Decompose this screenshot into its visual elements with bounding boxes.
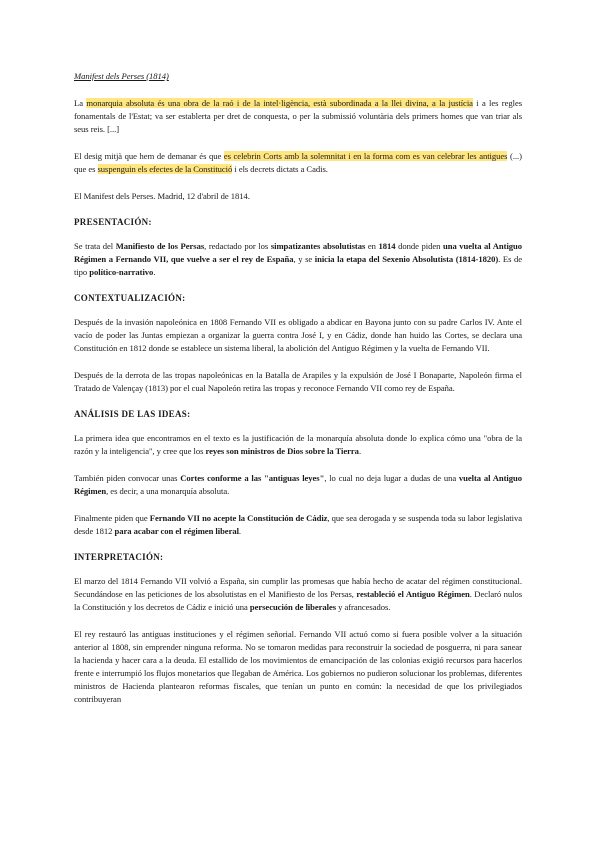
bold-text: para acabar con el régimen liberal (114, 526, 239, 536)
heading-text: INTERPRETACIÓN (74, 552, 161, 562)
heading-text: ANÁLISIS DE LAS IDEAS (74, 409, 188, 419)
bold-text: Cortes conforme a las "antiguas leyes" (180, 473, 325, 483)
bold-text: una vuelta al Antiguo Régimen a Fernando VII, que vuelve a ser el rey de España (74, 241, 523, 264)
text-span: . (238, 526, 242, 536)
bold-text: Fernando VII no acepte la Constitución de Cádiz (149, 513, 328, 523)
text-span: , y se (293, 254, 315, 264)
section-heading-presentacion: PRESENTACIÓN: (74, 217, 152, 227)
text-span: , redactado por los (204, 241, 271, 251)
heading-text: CONTEXTUALIZACIÓN (74, 293, 183, 303)
section-heading-interpretacion: INTERPRETACIÓN: (74, 552, 164, 562)
text-span: en (365, 241, 379, 251)
bold-text: 1814 (378, 241, 396, 251)
bold-text: reyes son ministros de Dios sobre la Tierra (205, 446, 359, 456)
text-span: (...) que es (74, 151, 522, 174)
presentacion-paragraph (74, 240, 522, 279)
text-span: El marzo del 1814 Fernando VII volvió a España, sin cumplir las promesas que había hecho de acatar del régimen constitucional. Secundándose en las peticiones de los absolutistas en el Manifiesto de los Persas, (74, 576, 522, 599)
contexto-paragraph-2: Después de la derrota de las tropas napoleónicas en la Batalla de Arapiles y la expulsión de José I Bonaparte, Napoleón firma el Tratado de Valençay (1813) por el cual Napoleón retira las tropas y reconoce Fernando VII como rey de España. (74, 370, 522, 393)
section-heading-contexto: CONTEXTUALIZACIÓN: (74, 293, 186, 303)
interpretacion-paragraph-2: El rey restauró las antiguas instituciones y el régimen señorial. Fernando VII actuó como si fuera posible volver a la situación anterior al 1808, sin emprender ninguna reforma. No se tomaron medidas para reconstruir la sociedad de posguerra, ni para sanear la hacienda y hacer cara a la deuda. El estallido de los movimientos de emancipación de las colonias exigió recursos para hacerlos frente e interrumpió los flujos monetarios que llegaban de América. Los gobiernos no pudieron solucionar los problemas, diferentes ministros de Hacienda plantearon reformas fiscales, que tenían un punto en común: la necesidad de que los privilegiados contribuyeran (74, 629, 522, 704)
text-span: , lo cual no deja lugar a dudas de una (324, 473, 459, 483)
text-span: . (153, 267, 156, 277)
heading-text: PRESENTACIÓN (74, 217, 149, 227)
analisis-paragraph-1 (74, 432, 522, 458)
bold-text: vuelta al Antiguo Régimen (74, 473, 522, 496)
highlighted-text: suspenguin els efectes de la Constitució (97, 164, 233, 174)
bold-text: restableció el Antiguo Régimen (356, 589, 470, 599)
text-span: , que sea derogada y se suspenda toda su labor legislativa desde 1812 (74, 513, 522, 536)
contexto-paragraph-1: Después de la invasión napoleónica en 1808 Fernando VII es obligado a abdicar en Bayona junto con su padre Carlos IV. Ante el vacío de poder las Juntas empiezan a organizar la guerra contra José I, y en Cádiz, donde han huido las Cortes, se declara una Constitución en 1812 donde se establece un sistema liberal, la abolición del Antiguo Régimen y la vuelta de Fernando VII. (74, 317, 522, 353)
bold-text: político-narrativo (89, 267, 154, 277)
text-span: La primera idea que encontramos en el texto es la justificación de la monarquía absoluta donde lo explica cómo una "obra de la razón y la inteligencia", y cree que los (74, 433, 522, 456)
text-span: La (74, 98, 87, 108)
text-span: . Es de tipo (74, 254, 522, 277)
quote-paragraph-2 (74, 150, 522, 176)
source-line: El Manifest dels Perses. Madrid, 12 d'abril de 1814. (74, 191, 250, 201)
analisis-paragraph-3 (74, 512, 522, 538)
highlighted-text: monarquia absoluta és una obra de la raó i de la intel·ligència, està subordinada a la llei divina, a la justícia (86, 98, 473, 108)
text-span: i els decrets dictats a Cadis. (232, 164, 328, 174)
analisis-paragraph-2 (74, 472, 522, 498)
text-span: . Declaró nulos la Constitución y los decretos de Cádiz e inició una (74, 589, 522, 612)
bold-text: inicia la etapa del Sexenio Absolutista (1814-1820) (314, 254, 499, 264)
text-span: i a les regles fonamentals de l'Estat; va ser establerta per dret de conquesta, o per la submissió voluntària dels primers homes que van triar als seus reis. [...] (74, 98, 523, 134)
document-title: Manifest dels Perses (1814) (74, 71, 169, 81)
text-span: . (358, 446, 362, 456)
section-heading-analisis: ANÁLISIS DE LAS IDEAS: (74, 409, 191, 419)
text-span: Se trata del (74, 241, 116, 251)
text-span: El desig mitjà que hem de demanar és que (74, 151, 224, 161)
text-span: Finalmente piden que (74, 513, 150, 523)
text-span: , es decir, a una monarquía absoluta. (106, 486, 230, 496)
quote-paragraph-1 (74, 97, 522, 136)
bold-text: persecución de liberales (249, 602, 337, 612)
text-span: También piden convocar unas (74, 473, 181, 483)
highlighted-text: es celebrin Corts amb la solemnitat i en la forma com es van celebrar les antigues (223, 151, 508, 161)
bold-text: Manifiesto de los Persas (115, 241, 205, 251)
text-span: donde piden (395, 241, 443, 251)
bold-text: simpatizantes absolutistas (270, 241, 366, 251)
text-span: y afrancesados. (336, 602, 391, 612)
interpretacion-paragraph-1 (74, 575, 522, 614)
